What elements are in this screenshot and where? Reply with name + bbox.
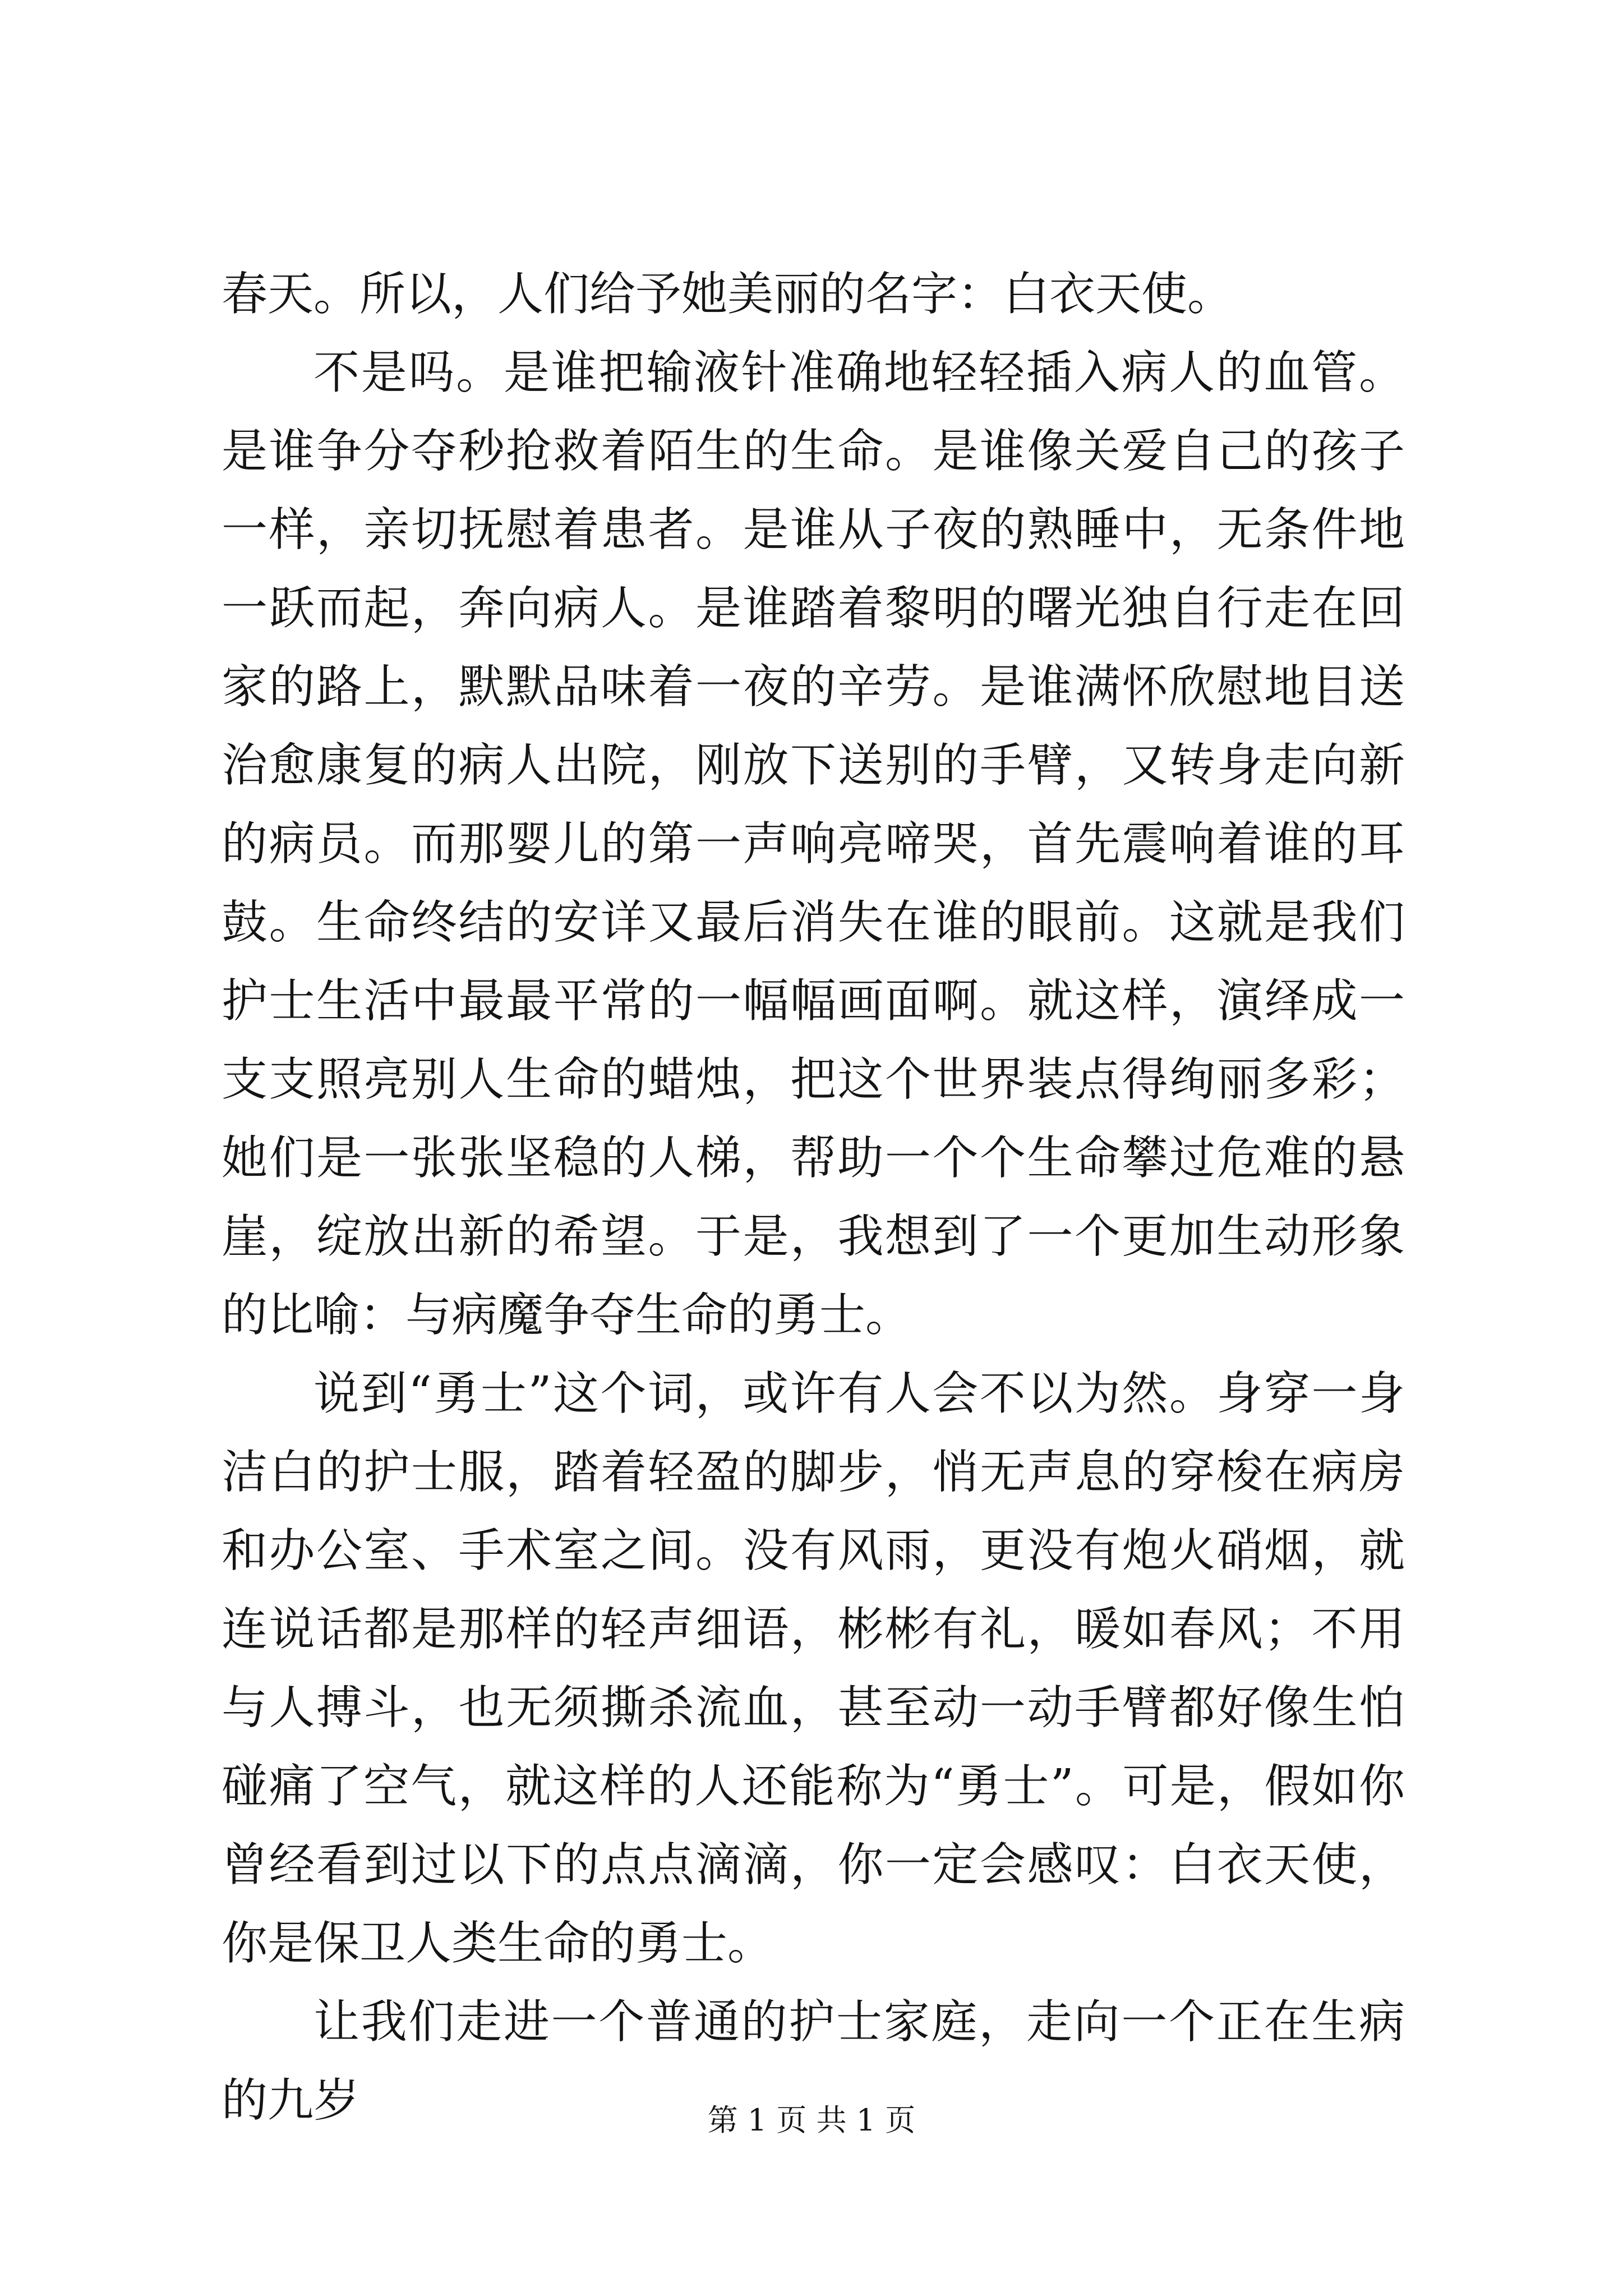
- document-body: [222, 255, 1405, 2140]
- paragraph-4: 让我们走进一个普通的护士家庭，走向一个正在生病的九岁: [222, 1995, 1405, 2127]
- paragraph-1: 春天。所以，人们给予她美丽的名字：白衣天使。: [222, 268, 1234, 321]
- paragraph-3: 说到“勇士”这个词，或许有人会不以为然。身穿一身洁白的护士服，踏着轻盈的脚步，悄无声息的穿梭在病房和办公室、手术室之间。没有风雨，更没有炮火硝烟，就连说话都是那样的轻声细语，彬彬有礼，暖如春风；不用与人搏斗，也无须撕杀流血，甚至动一动手臂都好像生怕碰痛了空气，就这样的人还能称为“勇士”。可是，假如你曾经看到过以下的点点滴滴，你一定会感叹：白衣天使，你是保卫人类生命的勇士。: [222, 1367, 1405, 1970]
- paragraph-2: 不是吗。是谁把输液针准确地轻轻插入病人的血管。是谁争分夺秒抢救着陌生的生命。是谁像关爱自己的孩子一样，亲切抚慰着患者。是谁从子夜的熟睡中，无条件地一跃而起，奔向病人。是谁踏着黎明的曙光独自行走在回家的路上，默默品味着一夜的辛劳。是谁满怀欣慰地目送治愈康复的病人出院，刚放下送别的手臂，又转身走向新的病员。而那婴儿的第一声响亮啼哭，首先震响着谁的耳鼓。生命终结的安详又最后消失在谁的眼前。这就是我们护士生活中最最平常的一幅幅画面啊。就这样，演绎成一支支照亮别人生命的蜡烛，把这个世界装点得绚丽多彩；她们是一张张坚稳的人梯，帮助一个个生命攀过危难的悬崖，绽放出新的希望。于是，我想到了一个更加生动形象的比喻：与病魔争夺生命的勇士。: [222, 346, 1405, 1342]
- page-footer: 第 1 页 共 1 页: [707, 2102, 916, 2138]
